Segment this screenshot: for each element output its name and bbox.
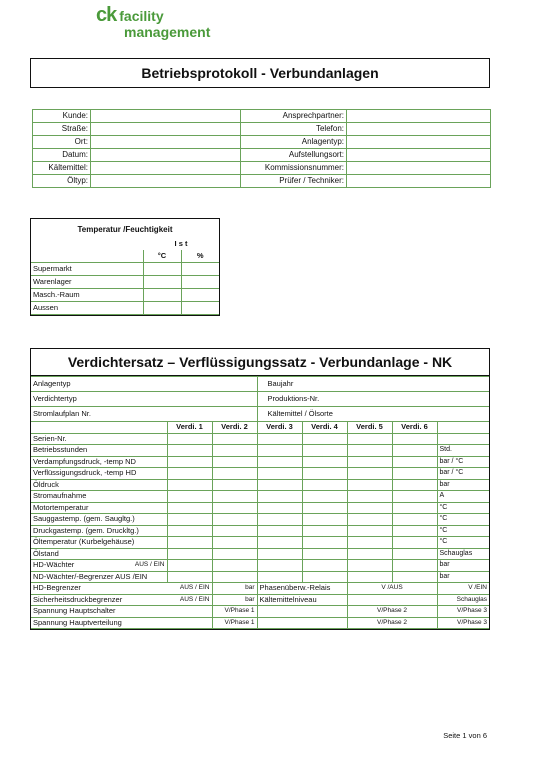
measurement-unit: A: [437, 491, 489, 503]
measurement-unit: bar: [437, 560, 489, 572]
measurement-label-text: Serien-Nr.: [33, 433, 67, 443]
temperature-row: [31, 289, 219, 302]
measurement-cell[interactable]: [302, 456, 347, 468]
plant-info-label: Baujahr: [257, 377, 489, 392]
electrical-unit-2: [347, 594, 437, 606]
temperature-location: Aussen: [31, 302, 143, 315]
electrical-switch-label: AUS / EIN: [179, 584, 210, 591]
plant-info-label: Kältemittel / Ölsorte: [257, 407, 489, 422]
company-logo: [96, 4, 210, 40]
measurement-cell[interactable]: [347, 468, 392, 480]
measurement-row: [31, 537, 489, 549]
measurement-cell[interactable]: [212, 468, 257, 480]
measurement-unit: °C: [437, 525, 489, 537]
measurement-cell[interactable]: [392, 456, 437, 468]
electrical-label: [31, 583, 212, 595]
measurement-cell[interactable]: [392, 514, 437, 526]
info-label: Telefon:: [241, 123, 347, 136]
compressor-header: Verdi. 5: [347, 422, 392, 434]
measurement-cell[interactable]: [167, 456, 212, 468]
electrical-switch-label: AUS / EIN: [179, 595, 210, 603]
info-value[interactable]: [91, 149, 241, 162]
measurement-cell[interactable]: [392, 502, 437, 514]
temperature-row: [31, 263, 219, 276]
measurement-label: [31, 433, 167, 445]
electrical-row: [31, 594, 489, 606]
measurement-cell[interactable]: [257, 537, 302, 549]
plant-info-label: Produktions-Nr.: [257, 392, 489, 407]
electrical-label-text: Spannung Hauptschalter: [33, 606, 116, 615]
measurement-cell[interactable]: [212, 525, 257, 537]
info-value[interactable]: [91, 110, 241, 123]
info-label: Kunde:: [33, 110, 91, 123]
info-row: [33, 123, 491, 136]
temperature-table: [31, 238, 219, 315]
compressor-header: Verdi. 1: [167, 422, 212, 434]
measurement-cell[interactable]: [212, 433, 257, 445]
electrical-row: [31, 606, 489, 618]
measurement-row: [31, 491, 489, 503]
info-value[interactable]: [347, 149, 491, 162]
measurement-label: [31, 548, 167, 560]
logo-management: management: [124, 24, 211, 40]
measurement-cell[interactable]: [302, 445, 347, 457]
info-row: [33, 149, 491, 162]
measurement-cell[interactable]: [347, 445, 392, 457]
info-row: [33, 162, 491, 175]
temperature-percent-cell[interactable]: [181, 276, 219, 289]
measurement-label: [31, 502, 167, 514]
measurement-label-text: Verflüssigungsdruck, -temp HD: [33, 468, 137, 477]
info-row: [33, 175, 491, 188]
temperature-row: [31, 276, 219, 289]
info-value[interactable]: [347, 110, 491, 123]
measurement-row: [31, 445, 489, 457]
measurement-label-text: HD-Wächter: [33, 560, 75, 569]
measurement-label: [31, 491, 167, 503]
plant-info-label: Anlagentyp: [31, 377, 257, 392]
measurement-row: [31, 502, 489, 514]
temperature-title: Temperatur /Feuchtigkeit: [77, 225, 173, 234]
measurement-cell[interactable]: [302, 491, 347, 503]
measurement-cell[interactable]: [257, 491, 302, 503]
measurement-cell[interactable]: [302, 571, 347, 583]
measurement-label: [31, 514, 167, 526]
measurement-cell[interactable]: [257, 560, 302, 572]
electrical-unit-3: V /EIN: [437, 583, 489, 595]
info-value[interactable]: [347, 123, 491, 136]
measurement-label: [31, 525, 167, 537]
temperature-celsius-cell[interactable]: [143, 302, 181, 315]
measurement-unit: bar: [437, 479, 489, 491]
temperature-box: [30, 218, 220, 316]
info-row: [33, 136, 491, 149]
electrical-unit-2: V/Phase 2: [347, 606, 437, 618]
measurement-cell[interactable]: [392, 560, 437, 572]
measurement-cell[interactable]: [392, 468, 437, 480]
measurement-unit: Schauglas: [437, 548, 489, 560]
compressor-header: Verdi. 6: [392, 422, 437, 434]
document-title: Betriebsprotokoll - Verbundanlagen: [30, 58, 490, 88]
celsius-header: °C: [143, 250, 181, 263]
measurement-cell[interactable]: [302, 525, 347, 537]
measurement-cell[interactable]: [347, 433, 392, 445]
measurement-cell[interactable]: [212, 537, 257, 549]
measurement-cell[interactable]: [347, 514, 392, 526]
measurement-cell[interactable]: [347, 491, 392, 503]
measurement-cell[interactable]: [257, 468, 302, 480]
temperature-celsius-cell[interactable]: [143, 263, 181, 276]
measurement-cell[interactable]: [167, 537, 212, 549]
electrical-label: [31, 617, 212, 629]
compressor-section: [30, 348, 490, 630]
measurement-cell[interactable]: [302, 468, 347, 480]
measurement-cell[interactable]: [212, 491, 257, 503]
compressor-table: [31, 376, 489, 629]
plant-info-row: [31, 377, 489, 392]
measurement-row: [31, 525, 489, 537]
plant-info-row: [31, 407, 489, 422]
measurement-cell[interactable]: [212, 456, 257, 468]
temperature-location: Warenlager: [31, 276, 143, 289]
measurement-cell[interactable]: [392, 525, 437, 537]
measurement-label-text: ND-Wächter/-Begrenzer AUS /EIN: [33, 571, 148, 581]
electrical-label-2: Kältemittelniveau: [257, 594, 347, 606]
header-empty-cell: [31, 422, 167, 434]
measurement-cell[interactable]: [392, 537, 437, 549]
measurement-cell[interactable]: [257, 502, 302, 514]
electrical-unit-2: V /AUS: [347, 583, 437, 595]
measurement-row: [31, 571, 489, 583]
measurement-label-text: Öldruck: [33, 479, 59, 489]
temperature-celsius-cell[interactable]: [143, 276, 181, 289]
measurement-cell[interactable]: [302, 433, 347, 445]
electrical-unit: bar: [212, 594, 257, 606]
measurement-cell[interactable]: [257, 514, 302, 526]
measurement-label-text: Betriebsstunden: [33, 445, 88, 454]
measurement-label: [31, 537, 167, 549]
measurement-cell[interactable]: [167, 468, 212, 480]
measurement-cell[interactable]: [257, 571, 302, 583]
info-label: Prüfer / Techniker:: [241, 175, 347, 188]
measurement-cell[interactable]: [347, 456, 392, 468]
measurement-unit: bar / °C: [437, 456, 489, 468]
info-label: Aufstellungsort:: [241, 149, 347, 162]
temperature-location: Supermarkt: [31, 263, 143, 276]
temperature-row: [31, 302, 219, 315]
measurement-cell[interactable]: [302, 537, 347, 549]
plant-info-label: Stromlaufplan Nr.: [31, 407, 257, 422]
info-label: Kommissionsnummer:: [241, 162, 347, 175]
electrical-unit: bar: [212, 583, 257, 595]
electrical-label-text: Spannung Hauptverteilung: [33, 617, 122, 627]
temperature-percent-cell[interactable]: [181, 302, 219, 315]
measurement-cell[interactable]: [212, 560, 257, 572]
info-value[interactable]: [91, 175, 241, 188]
measurement-cell[interactable]: [257, 433, 302, 445]
measurement-cell[interactable]: [347, 502, 392, 514]
electrical-unit: V/Phase 1: [212, 617, 257, 629]
measurement-cell[interactable]: [257, 479, 302, 491]
measurement-cell[interactable]: [392, 433, 437, 445]
info-label: Ansprechpartner:: [241, 110, 347, 123]
measurement-cell[interactable]: [302, 560, 347, 572]
measurement-row: [31, 548, 489, 560]
measurement-row: [31, 479, 489, 491]
measurement-cell[interactable]: [347, 548, 392, 560]
measurement-cell[interactable]: [167, 491, 212, 503]
measurement-cell[interactable]: [212, 502, 257, 514]
compressor-header: Verdi. 4: [302, 422, 347, 434]
measurement-cell[interactable]: [212, 571, 257, 583]
plant-info-label: Verdichtertyp: [31, 392, 257, 407]
compressor-header: Verdi. 2: [212, 422, 257, 434]
measurement-cell[interactable]: [347, 479, 392, 491]
electrical-label-text: HD-Begrenzer: [33, 583, 81, 592]
info-table: [32, 109, 491, 188]
compressor-title: Verdichtersatz – Verflüssigungssatz - Verbundanlage - NK: [31, 349, 489, 376]
info-value[interactable]: [91, 136, 241, 149]
temperature-percent-cell[interactable]: [181, 289, 219, 302]
measurement-cell[interactable]: [257, 525, 302, 537]
electrical-row: [31, 617, 489, 629]
logo-facility: facility: [119, 8, 164, 24]
electrical-unit-2: V/Phase 2: [347, 617, 437, 629]
measurement-cell[interactable]: [392, 491, 437, 503]
measurement-cell[interactable]: [257, 445, 302, 457]
measurement-cell[interactable]: [302, 502, 347, 514]
header-unit-cell: [437, 422, 489, 434]
page-number: Seite 1 von 6: [443, 731, 487, 740]
measurement-cell[interactable]: [392, 479, 437, 491]
measurement-unit: °C: [437, 502, 489, 514]
electrical-unit-3: V/Phase 3: [437, 606, 489, 618]
measurement-row: [31, 514, 489, 526]
measurement-cell[interactable]: [212, 514, 257, 526]
info-label: Kältemittel:: [33, 162, 91, 175]
electrical-label-2: [257, 617, 347, 629]
electrical-label-2: [257, 606, 347, 618]
info-value[interactable]: [347, 162, 491, 175]
info-label: Öltyp:: [33, 175, 91, 188]
electrical-unit: V/Phase 1: [212, 606, 257, 618]
measurement-cell[interactable]: [167, 514, 212, 526]
measurement-cell[interactable]: [167, 571, 212, 583]
info-label: Datum:: [33, 149, 91, 162]
measurement-label-text: Motortemperatur: [33, 502, 89, 512]
measurement-cell[interactable]: [347, 571, 392, 583]
measurement-cell[interactable]: [212, 479, 257, 491]
electrical-unit-3: Schauglas: [437, 594, 489, 606]
ist-header: I s t: [174, 239, 188, 248]
measurement-unit: Std.: [437, 445, 489, 457]
measurement-label: [31, 445, 167, 457]
measurement-cell[interactable]: [302, 479, 347, 491]
measurement-label-text: Verdampfungsdruck, -temp ND: [33, 456, 136, 466]
plant-info-row: [31, 392, 489, 407]
info-value[interactable]: [91, 162, 241, 175]
compressor-header-row: [31, 422, 489, 434]
measurement-cell[interactable]: [257, 456, 302, 468]
measurement-cell[interactable]: [347, 560, 392, 572]
measurement-label-text: Stromaufnahme: [33, 491, 87, 500]
measurement-cell[interactable]: [167, 502, 212, 514]
measurement-label-text: Druckgastemp. (gem. Druckltg.): [33, 525, 139, 535]
temperature-location: Masch.-Raum: [31, 289, 143, 302]
info-value[interactable]: [347, 175, 491, 188]
temperature-celsius-cell[interactable]: [143, 289, 181, 302]
measurement-row: [31, 456, 489, 468]
measurement-unit: bar: [437, 571, 489, 583]
measurement-label: [31, 560, 167, 572]
measurement-cell[interactable]: [167, 445, 212, 457]
measurement-cell[interactable]: [167, 479, 212, 491]
measurement-unit: [437, 433, 489, 445]
measurement-cell[interactable]: [257, 548, 302, 560]
compressor-header: Verdi. 3: [257, 422, 302, 434]
info-label: Anlagentyp:: [241, 136, 347, 149]
measurement-sub-label: AUS / EIN: [134, 561, 165, 568]
measurement-cell[interactable]: [302, 548, 347, 560]
measurement-cell[interactable]: [392, 445, 437, 457]
measurement-cell[interactable]: [167, 433, 212, 445]
measurement-cell[interactable]: [347, 525, 392, 537]
measurement-label: [31, 479, 167, 491]
measurement-unit: bar / °C: [437, 468, 489, 480]
measurement-cell[interactable]: [167, 548, 212, 560]
measurement-cell[interactable]: [167, 560, 212, 572]
measurement-unit: °C: [437, 514, 489, 526]
measurement-label-text: Sauggastemp. (gem. Saugltg.): [33, 514, 135, 523]
info-label: Straße:: [33, 123, 91, 136]
electrical-row: [31, 583, 489, 595]
measurement-label: [31, 468, 167, 480]
measurement-cell[interactable]: [212, 445, 257, 457]
measurement-unit: °C: [437, 537, 489, 549]
measurement-cell[interactable]: [212, 548, 257, 560]
measurement-cell[interactable]: [392, 548, 437, 560]
measurement-row: [31, 468, 489, 480]
measurement-cell[interactable]: [302, 514, 347, 526]
measurement-label: [31, 571, 167, 583]
percent-header: %: [181, 250, 219, 263]
electrical-unit-3: V/Phase 3: [437, 617, 489, 629]
info-row: [33, 110, 491, 123]
electrical-label-2: Phasenüberw.-Relais: [257, 583, 347, 595]
logo-ck: ck: [96, 4, 117, 26]
info-label: Ort:: [33, 136, 91, 149]
measurement-label-text: Öltemperatur (Kurbelgehäuse): [33, 537, 135, 546]
measurement-row: [31, 433, 489, 445]
electrical-label: [31, 606, 212, 618]
measurement-cell[interactable]: [392, 571, 437, 583]
electrical-label-text: Sicherheitsdruckbegrenzer: [33, 594, 123, 604]
electrical-label: [31, 594, 212, 606]
measurement-label: [31, 456, 167, 468]
measurement-cell[interactable]: [347, 537, 392, 549]
measurement-label-text: Ölstand: [33, 548, 59, 558]
measurement-cell[interactable]: [167, 525, 212, 537]
info-value[interactable]: [347, 136, 491, 149]
temperature-percent-cell[interactable]: [181, 263, 219, 276]
info-value[interactable]: [91, 123, 241, 136]
measurement-row: [31, 560, 489, 572]
